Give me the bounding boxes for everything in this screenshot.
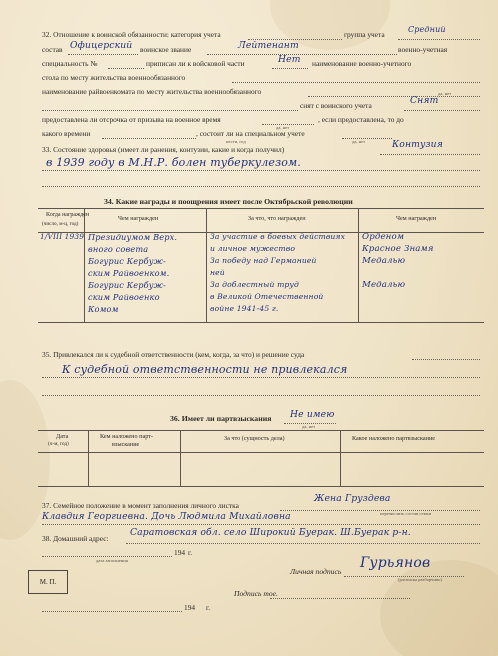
s32-esli-label: , если предоставлена, то до (318, 115, 404, 124)
s34-row-award: Медалью (362, 256, 406, 266)
s36-value: Не имею (290, 409, 335, 420)
s32-snyat-value: Снят (410, 95, 439, 106)
s32-predost-label: предоставлена ли отсрочка от призыва на военное время (42, 115, 221, 124)
s32-danet2: да, нет (276, 125, 290, 130)
s37-tiny: перечислить состав семьи (380, 511, 432, 516)
s34-row-award: Орденом (362, 232, 405, 242)
s34-row-for: войне 1941-45 г. (210, 304, 279, 313)
s32-sostav-value: Офицерский (70, 40, 133, 51)
s36-col2-header: Кем наложено парт- (100, 433, 153, 440)
s34-row-award: Медалью (362, 280, 406, 290)
s38-label: 38. Домашний адрес: (42, 534, 109, 543)
s33-tiny: нести, год (226, 139, 246, 144)
s34-row-for: ней (210, 268, 225, 277)
s32-zvanie-label: воинское звание (140, 45, 192, 54)
s34-row-by: ским Райвоенко (88, 292, 160, 302)
s36-danet: да, нет (302, 424, 316, 429)
footer-signature: Гурьянов (360, 555, 431, 571)
s34-row-award: Красное Знамя (362, 244, 434, 254)
s32-naim-label: наименование военно-учетного (312, 59, 412, 68)
footer-year1: 194 (174, 548, 186, 557)
s36-col3-header: За что (сущность дела) (224, 435, 285, 442)
s32-kakogo-label: какого времени (42, 129, 91, 138)
s34-row-for: За победу над Германией (210, 256, 317, 265)
footer-raspis: (расписка разборчиво) (398, 577, 442, 582)
footer-podpis: Подпись тое. (234, 589, 278, 598)
s37-label: 37. Семейное положение в момент заполнения личного листка (42, 501, 239, 510)
footer-g2: г. (206, 603, 211, 612)
s36-label: 36. Имеет ли партвзыскания (170, 414, 272, 423)
footer-g1: г. (188, 548, 193, 557)
s34-row-date: 1/VIII 1939 (40, 232, 85, 241)
s34-row-by: Комом (88, 304, 119, 314)
s33-label: 33. Состояние здоровья (имеет ли ранения, контузии, какие и когда получил) (42, 145, 285, 154)
s34-col1-header: Когда награжден (46, 212, 90, 218)
s32-category-label: 32. Отношение к воинской обязанности: категория учета (42, 30, 221, 39)
s33-value-line: в 1939 году в М.Н.Р. болен туберкулезом. (46, 156, 301, 169)
s37-value2: Клавдия Георгиевна. Дочь Людмила Михайловна (42, 511, 291, 522)
s34-row-by: Богурис Кербуж- (88, 280, 167, 290)
s35-value: К судебной ответственности не привлекался (62, 363, 348, 376)
s36-col2-header-sub: взыскание (112, 441, 140, 448)
s34-row-for: За доблестный труд (210, 280, 299, 289)
s36-col4-header: Какое наложено партвзыскание (352, 435, 436, 442)
s34-col4-header: Чем награжден (396, 215, 437, 222)
paper-stain (380, 560, 498, 656)
s38-value: Саратовская обл. село Широкий Буерак. Ш.Буерак р-н. (130, 527, 411, 538)
s35-label: 35. Привлекался ли к судебной ответственности (кем, когда, за что) и решение суда (42, 350, 305, 359)
s32-group-value: Средний (408, 25, 446, 34)
s34-row-by: ским Райвоенком. (88, 268, 170, 278)
s32-snyat-label: снят с воинского учета (300, 101, 372, 110)
s32-danet3: да, нет (352, 139, 366, 144)
s34-row-for: и личное мужество (210, 244, 296, 253)
s34-col1-header-sub: (число, м-ц, год) (42, 221, 79, 227)
s33-value-tail: Контузия (392, 139, 443, 150)
stamp-box: М. П. (28, 570, 68, 594)
s34-col2-header: Чем награжден (118, 215, 159, 222)
s32-zvanie-value: Лейтенант (238, 40, 299, 51)
footer-date-fill: дата заполнения (96, 558, 128, 563)
s32-vus-label: военно-учетная (398, 45, 448, 54)
s34-row-for: в Великой Отечественной (210, 292, 324, 301)
s32-sostoit-label: , состоит ли на специальном учете (196, 129, 305, 138)
s32-group-label: группа учета (344, 30, 385, 39)
footer-year2: 194 (184, 603, 196, 612)
s32-pripisan-value: Нет (278, 54, 301, 65)
footer-lichnaya: Личная подпись (290, 567, 342, 576)
s34-row-by: Президиумом Верх. (88, 232, 178, 242)
s34-col3-header: За что, что награжден (248, 215, 306, 222)
s32-stol-label: стола по месту жительства военнообязанного (42, 73, 186, 82)
s34-row-by: Богурис Кербуж- (88, 256, 167, 266)
s36-col1-header: Дата (56, 433, 69, 440)
s37-value1: Жена Груздева (314, 493, 391, 504)
s32-pripisan-label: приписан ли к войсковой части (146, 59, 245, 68)
s34-row-by: вного совета (88, 244, 149, 254)
s34-title: 34. Какие награды и поощрения имеет после Октябрьской революции (104, 197, 353, 206)
s32-danet1: да, нет (438, 91, 452, 96)
s32-naim2-label: наименование райвоенкомата по месту жительства военнообязанного (42, 87, 262, 96)
s32-spec-label: специальность № (42, 59, 98, 68)
s34-row-for: За участие в боевых действиях (210, 232, 346, 241)
s32-sostav-label: состав (42, 45, 63, 54)
s36-col1-header-sub: (ч-м, год) (48, 441, 69, 447)
